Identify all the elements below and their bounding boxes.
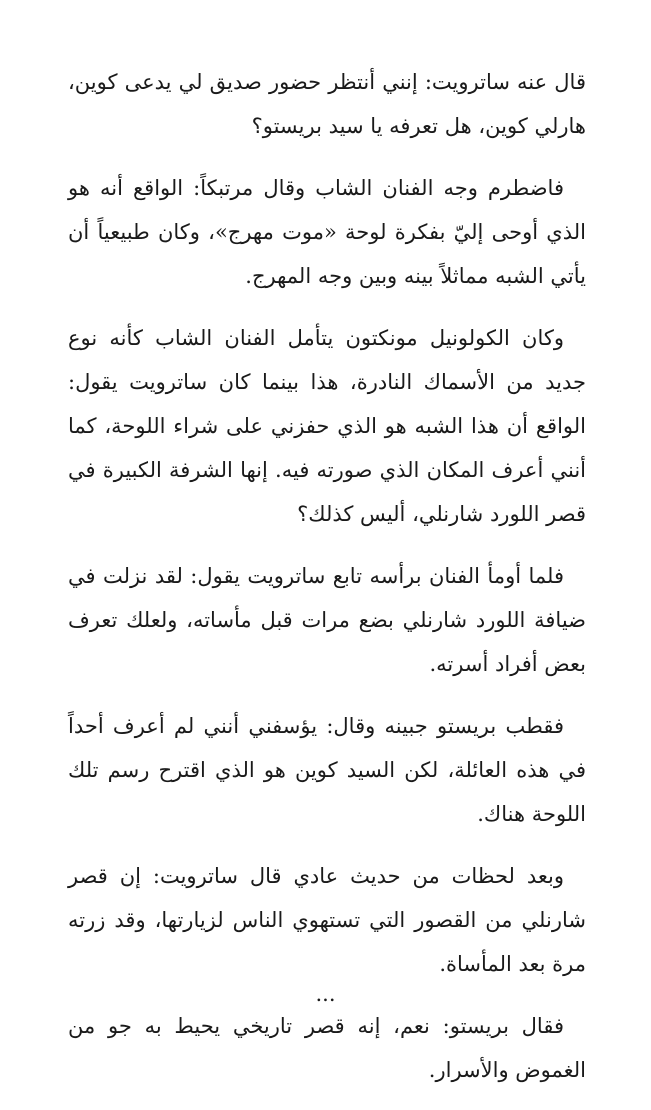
paragraph-3: وكان الكولونيل مونكتون يتأمل الفنان الشاب كأنه نوع جديد من الأسماك النادرة، هذا بينما كان ساترويت يقول: الواقع أن هذا الشبه هو الذي حفزني على شراء اللوحة، كما أنني أعرف المكان الذي صورته فيه. إنها الشرفة الكبيرة في قصر اللورد شارنلي، أليس كذلك؟ [68,326,586,526]
paragraph-4: فلما أومأ الفنان برأسه تابع ساترويت يقول: لقد نزلت في ضيافة اللورد شارنلي بضع مرات قبل مأساته، ولعلك تعرف بعض أفراد أسرته. [68,564,586,676]
paragraph-7: فقال بريستو: نعم، إنه قصر تاريخي يحيط به جو من الغموض والأسرار. [68,1014,586,1082]
paragraph-1: قال عنه ساترويت: إنني أنتظر حضور صديق لي يدعى كوين، هارلي كوين، هل تعرفه يا سيد بريستو؟ [68,70,586,138]
paragraph-6: وبعد لحظات من حديث عادي قال ساترويت: إن قصر شارنلي من القصور التي تستهوي الناس لزيارتها، وقد زرته مرة بعد المأساة. [68,864,586,976]
document-page [68,60,586,1110]
paragraph-5: فقطب بريستو جبينه وقال: يؤسفني أنني لم أعرف أحداً في هذه العائلة، لكن السيد كوين هو الذي اقترح رسم تلك اللوحة هناك. [68,714,586,826]
paragraph-2: فاضطرم وجه الفنان الشاب وقال مرتبكاً: الواقع أنه هو الذي أوحى إليّ بفكرة لوحة «موت مهرج»، وكان طبيعياً أن يأتي الشبه مماثلاً بينه وبين وجه المهرج. [68,176,586,288]
cut-off-next-line: ... [315,982,336,1006]
